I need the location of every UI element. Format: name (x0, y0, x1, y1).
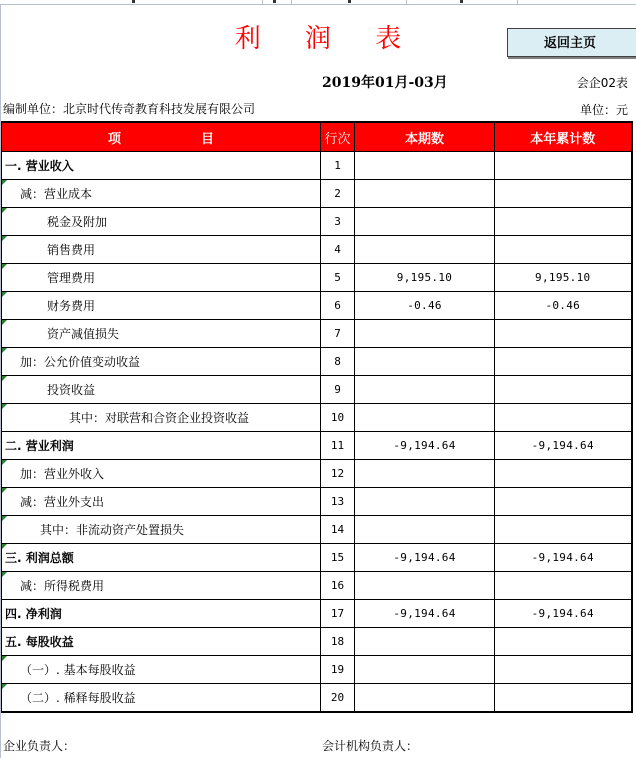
table-row (2, 264, 632, 292)
current-period-cell[interactable] (355, 236, 495, 264)
cell-fragment (460, 0, 463, 3)
item-label: 减：营业外支出 (20, 495, 105, 509)
header-row-number[interactable]: 行次 (321, 122, 355, 152)
item-cell[interactable] (2, 180, 321, 208)
header-year-to-date[interactable]: 本年累计数 (495, 122, 632, 152)
current-period-cell[interactable]: -9,194.64 (355, 432, 495, 460)
item-cell[interactable] (2, 320, 321, 348)
current-period-cell[interactable]: -0.46 (355, 292, 495, 320)
row-number-cell[interactable]: 20 (321, 684, 355, 712)
row-number-cell[interactable]: 4 (321, 236, 355, 264)
row-number-cell[interactable]: 11 (321, 432, 355, 460)
current-period-cell[interactable] (355, 488, 495, 516)
year-to-date-cell[interactable] (495, 460, 632, 488)
year-to-date-cell[interactable] (495, 376, 632, 404)
table-row (2, 628, 632, 656)
year-to-date-cell[interactable] (495, 180, 632, 208)
current-period-cell[interactable] (355, 460, 495, 488)
title-char: 利 (234, 24, 261, 54)
year-to-date-cell[interactable]: -9,194.64 (495, 544, 632, 572)
item-cell[interactable] (2, 376, 321, 404)
item-label: 其中：非流动资产处置损失 (40, 523, 185, 537)
comment-marker-icon (2, 684, 7, 689)
comment-marker-icon (2, 460, 7, 465)
item-label: 四. 净利润 (5, 607, 62, 621)
item-cell[interactable] (2, 628, 321, 656)
row-number-cell[interactable]: 6 (321, 292, 355, 320)
column-separator (406, 0, 407, 4)
year-to-date-cell[interactable] (495, 656, 632, 684)
year-to-date-cell[interactable] (495, 684, 632, 712)
item-cell[interactable] (2, 152, 321, 180)
header-item-char: 项 (107, 131, 121, 147)
year-to-date-cell[interactable] (495, 488, 632, 516)
year-to-date-cell[interactable] (495, 572, 632, 600)
row-number-cell[interactable]: 9 (321, 376, 355, 404)
current-period-cell[interactable]: -9,194.64 (355, 544, 495, 572)
title-char: 润 (304, 24, 331, 54)
cell-fragment (132, 0, 135, 3)
item-label: 财务费用 (47, 299, 96, 313)
item-cell[interactable] (2, 572, 321, 600)
current-period-cell[interactable] (355, 376, 495, 404)
report-period: 2019年01月-03月 (322, 75, 448, 91)
row-number-cell[interactable]: 5 (321, 264, 355, 292)
year-to-date-cell[interactable] (495, 236, 632, 264)
item-label: 五. 每股收益 (5, 635, 74, 649)
item-cell[interactable] (2, 432, 321, 460)
row-number-cell[interactable]: 7 (321, 320, 355, 348)
comment-marker-icon (2, 264, 7, 269)
item-label: 一. 营业收入 (5, 159, 74, 173)
table-row (2, 544, 632, 572)
table-row (2, 516, 632, 544)
row-number-cell[interactable]: 2 (321, 180, 355, 208)
comment-marker-icon (2, 180, 7, 185)
column-separator (291, 0, 292, 4)
item-label: 加：公允价值变动收益 (20, 355, 141, 369)
item-cell[interactable] (2, 600, 321, 628)
row-number-cell[interactable]: 3 (321, 208, 355, 236)
current-period-cell[interactable] (355, 348, 495, 376)
table-header-row (2, 122, 632, 152)
table-row (2, 208, 632, 236)
row-number-cell[interactable]: 14 (321, 516, 355, 544)
comment-marker-icon (2, 348, 7, 353)
current-period-cell[interactable] (355, 320, 495, 348)
header-item[interactable] (2, 122, 321, 152)
item-label: （一）. 基本每股收益 (20, 663, 136, 677)
table-row (2, 432, 632, 460)
table-row (2, 292, 632, 320)
item-label: 投资收益 (47, 383, 96, 397)
current-period-cell[interactable] (355, 684, 495, 712)
item-cell[interactable] (2, 208, 321, 236)
row-number-cell[interactable]: 13 (321, 488, 355, 516)
year-to-date-cell[interactable]: -9,194.64 (495, 600, 632, 628)
item-label: 减：营业成本 (20, 187, 93, 201)
comment-marker-icon (2, 376, 7, 381)
item-label: （二）. 稀释每股收益 (20, 690, 136, 705)
return-home-button[interactable]: 返回主页 (507, 28, 636, 57)
year-to-date-cell[interactable] (495, 208, 632, 236)
title-char: 表 (375, 24, 402, 54)
row-number-cell[interactable]: 12 (321, 460, 355, 488)
year-to-date-cell[interactable]: -9,194.64 (495, 432, 632, 460)
item-cell[interactable] (2, 348, 321, 376)
item-cell[interactable] (2, 544, 321, 572)
item-cell[interactable] (2, 460, 321, 488)
table-row (2, 152, 632, 180)
year-to-date-cell[interactable] (495, 320, 632, 348)
table-row (2, 572, 632, 600)
row-number-cell[interactable]: 1 (321, 152, 355, 180)
current-period-cell[interactable] (355, 180, 495, 208)
item-label: 加：营业外收入 (20, 467, 105, 481)
form-number: 会企02表 (576, 76, 628, 90)
current-period-cell[interactable] (355, 152, 495, 180)
row-number-cell[interactable]: 16 (321, 572, 355, 600)
column-separator (262, 0, 263, 4)
current-period-cell[interactable] (355, 516, 495, 544)
column-header-strip (0, 0, 636, 5)
row-number-cell[interactable]: 19 (321, 656, 355, 684)
table-row (2, 600, 632, 628)
cell-fragment (348, 0, 351, 3)
item-cell[interactable] (2, 488, 321, 516)
current-period-cell[interactable]: -9,194.64 (355, 600, 495, 628)
comment-marker-icon (2, 236, 7, 241)
comment-marker-icon (2, 320, 7, 325)
row-number-cell[interactable]: 18 (321, 628, 355, 656)
item-label: 二. 营业利润 (5, 439, 74, 453)
accounting-head-label: 会计机构负责人： (322, 739, 419, 753)
row-number-cell[interactable]: 15 (321, 544, 355, 572)
comment-marker-icon (2, 488, 7, 493)
year-to-date-cell[interactable]: -0.46 (495, 292, 632, 320)
year-to-date-cell[interactable] (495, 404, 632, 432)
row-number-cell[interactable]: 10 (321, 404, 355, 432)
item-cell[interactable] (2, 292, 321, 320)
table-row (2, 460, 632, 488)
table-row (2, 656, 632, 684)
currency-unit: 单位：元 (579, 103, 628, 117)
item-cell[interactable] (2, 264, 321, 292)
current-period-cell[interactable]: 9,195.10 (355, 264, 495, 292)
enterprise-head-label: 企业负责人： (3, 739, 76, 753)
item-cell[interactable] (2, 404, 321, 432)
current-period-cell[interactable] (355, 208, 495, 236)
item-label: 减：所得税费用 (20, 579, 105, 593)
current-period-cell[interactable] (355, 628, 495, 656)
comment-marker-icon (2, 656, 7, 661)
year-to-date-cell[interactable] (495, 516, 632, 544)
comment-marker-icon (2, 208, 7, 213)
item-label: 其中：对联营和合资企业投资收益 (69, 411, 250, 425)
item-cell[interactable] (2, 516, 321, 544)
table-row (2, 404, 632, 432)
item-label: 三. 利润总额 (5, 551, 74, 565)
item-cell[interactable] (2, 684, 321, 712)
item-cell[interactable] (2, 656, 321, 684)
year-to-date-cell[interactable] (495, 348, 632, 376)
item-label: 资产减值损失 (47, 327, 120, 341)
comment-marker-icon (2, 404, 7, 409)
income-statement-table (1, 121, 633, 713)
item-label: 管理费用 (47, 271, 96, 285)
current-period-cell[interactable] (355, 404, 495, 432)
preparing-organization: 编制单位：北京时代传奇教育科技发展有限公司 (3, 102, 256, 116)
row-number-cell[interactable]: 8 (321, 348, 355, 376)
year-to-date-cell[interactable] (495, 628, 632, 656)
table-row (2, 180, 632, 208)
current-period-cell[interactable] (355, 572, 495, 600)
table-row (2, 684, 632, 712)
comment-marker-icon (2, 292, 7, 297)
row-number-cell[interactable]: 17 (321, 600, 355, 628)
header-item-char: 目 (201, 131, 215, 147)
item-label: 税金及附加 (47, 215, 108, 229)
table-row (2, 236, 632, 264)
current-period-cell[interactable] (355, 656, 495, 684)
table-row (2, 320, 632, 348)
comment-marker-icon (2, 544, 7, 549)
table-row (2, 488, 632, 516)
item-label: 销售费用 (47, 243, 96, 257)
year-to-date-cell[interactable] (495, 152, 632, 180)
column-separator (517, 0, 518, 4)
year-to-date-cell[interactable]: 9,195.10 (495, 264, 632, 292)
comment-marker-icon (2, 572, 7, 577)
header-current-period[interactable]: 本期数 (355, 122, 495, 152)
table-row (2, 348, 632, 376)
cell-fragment (273, 0, 276, 3)
item-cell[interactable] (2, 236, 321, 264)
comment-marker-icon (2, 516, 7, 521)
table-row (2, 376, 632, 404)
